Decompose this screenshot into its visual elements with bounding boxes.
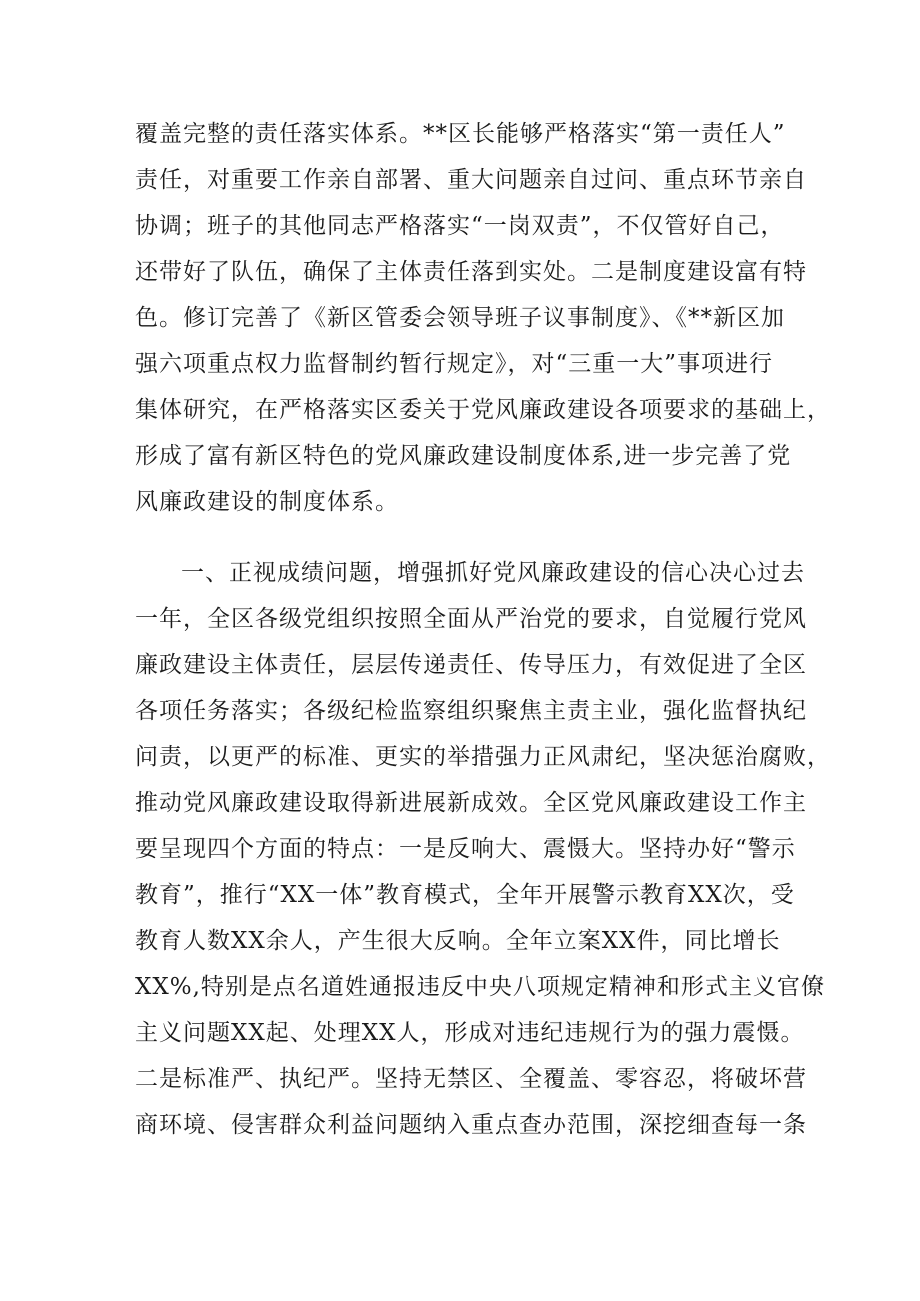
paragraph-continued [135, 111, 831, 525]
text-line: 教育”，推行“XX一体”教育模式，全年开展警示教育XX次，受 [135, 882, 795, 908]
paragraph-section-one [135, 550, 831, 1148]
text-line: 集体研究，在严格落实区委关于党风廉政建设各项要求的基础上， [135, 397, 831, 423]
text-line: 推动党风廉政建设取得新进展新成效。全区党风廉政建设工作主 [135, 790, 807, 816]
text-line: 责任，对重要工作亲自部署、重大问题亲自过问、重点环节亲自 [135, 167, 807, 193]
section-heading-line: 一、正视成绩问题，增强抓好党风廉政建设的信心决心过去 [181, 560, 805, 586]
text-line: 还带好了队伍，确保了主体责任落到实处。二是制度建设富有特 [135, 259, 807, 285]
text-line: 商环境、侵害群众利益问题纳入重点查办范围，深挖细查每一条 [135, 1112, 807, 1138]
text-line: 一年，全区各级党组织按照全面从严治党的要求，自觉履行党风 [135, 606, 807, 632]
text-line: 二是标准严、执纪严。坚持无禁区、全覆盖、零容忍，将破坏营 [135, 1066, 807, 1092]
text-line: 覆盖完整的责任落实体系。**区长能够严格落实“第一责任人” [135, 121, 786, 147]
text-line: 强六项重点权力监督制约暂行规定》，对“三重一大”事项进行 [135, 351, 774, 377]
text-line: 问责，以更严的标准、更实的举措强力正风肃纪，坚决惩治腐败， [135, 744, 831, 770]
text-line: 主义问题XX起、处理XX人，形成对违纪违规行为的强力震慑。 [135, 1020, 805, 1046]
text-line: 色。修订完善了《新区管委会领导班子议事制度》、《**新区加 [135, 305, 785, 331]
text-line: 廉政建设主体责任，层层传递责任、传导压力，有效促进了全区 [135, 652, 807, 678]
text-line: 各项任务落实；各级纪检监察组织聚焦主责主业，强化监督执纪 [135, 698, 807, 724]
text-line: XX%,特别是点名道姓通报违反中央八项规定精神和形式主义官僚 [135, 974, 825, 1000]
text-line: 要呈现四个方面的特点：一是反响大、震慑大。坚持办好“警示 [135, 836, 796, 862]
text-line: 协调；班子的其他同志严格落实“一岗双责”，不仅管好自己， [135, 213, 785, 239]
text-line: 教育人数XX余人，产生很大反响。全年立案XX件，同比增长 [135, 928, 781, 954]
text-line: 风廉政建设的制度体系。 [135, 489, 399, 515]
text-line: 形成了富有新区特色的党风廉政建设制度体系,进一步完善了党 [135, 443, 792, 469]
